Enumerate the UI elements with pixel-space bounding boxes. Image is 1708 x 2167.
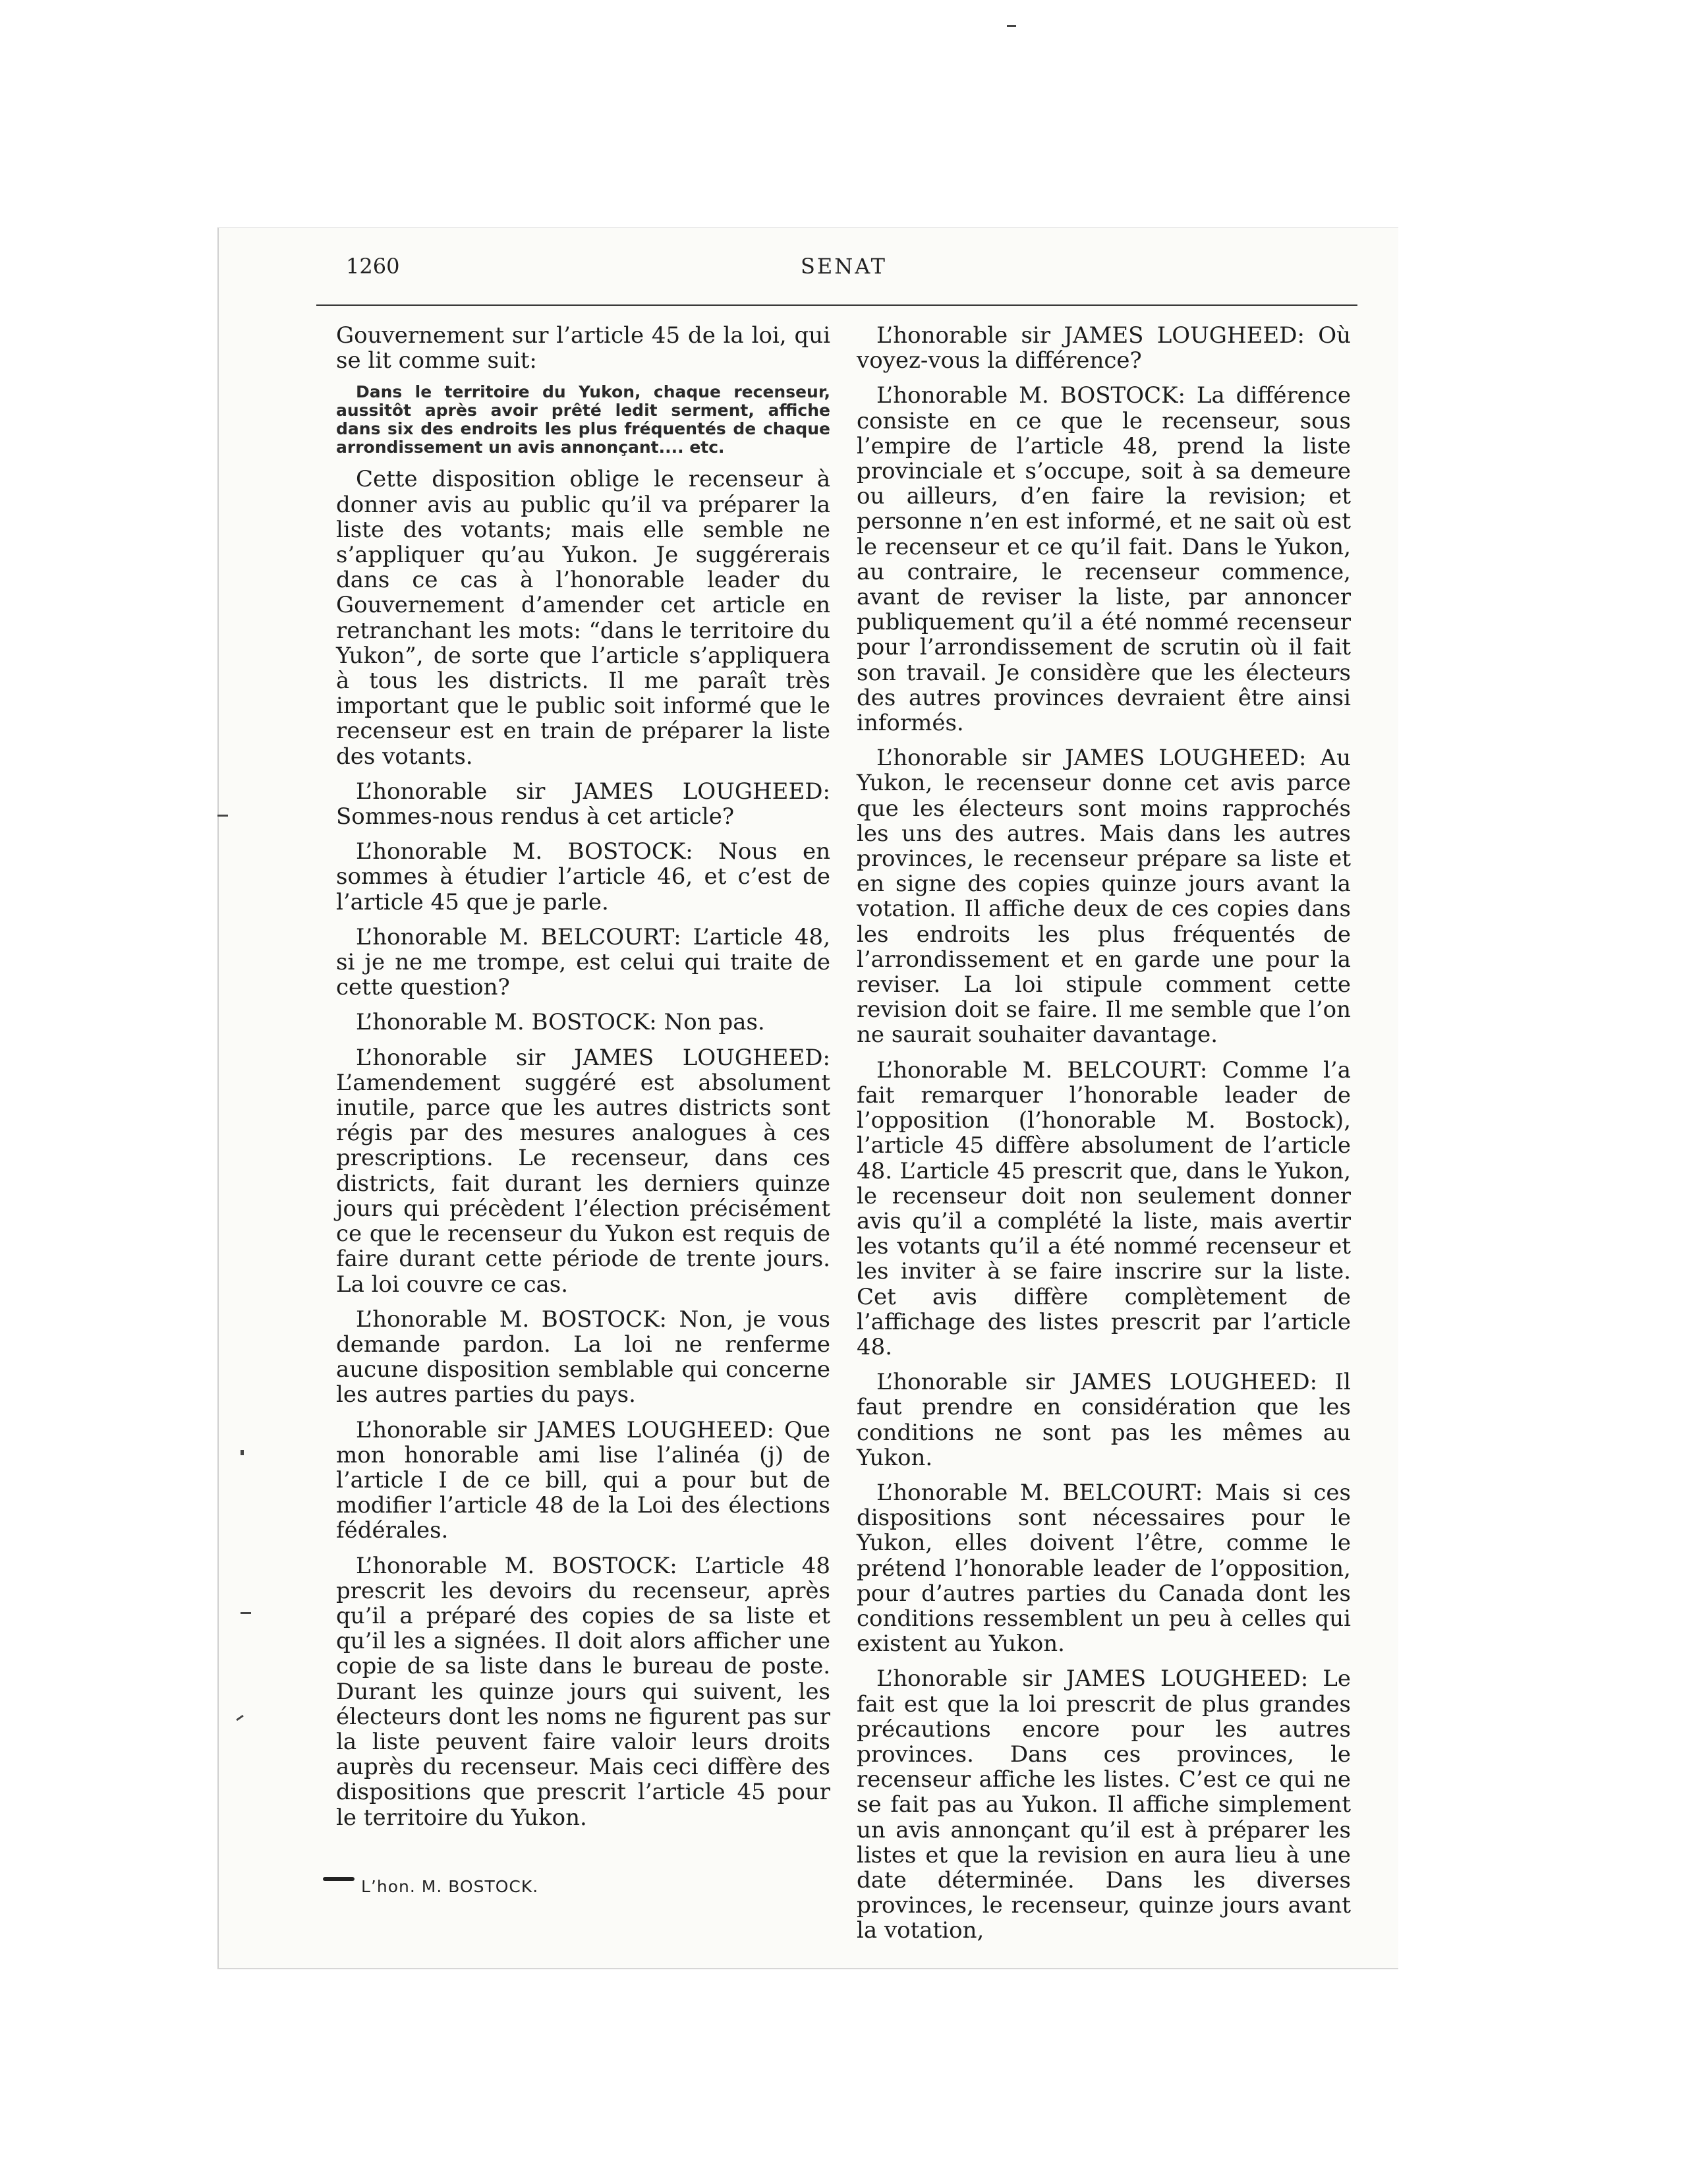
- page-number: 1260: [346, 254, 400, 279]
- quoted-statute: Dans le territoire du Yukon, chaque recenseur, aussitôt après avoir prêté ledit serment, affiche dans six des endroits les plus fréquentés de chaque arrondissement un avis annonçant.... etc.: [336, 382, 830, 457]
- paragraph: L’honorable sir JAMES LOUGHEED: L’amendement suggéré est absolument inutile, parce que les autres districts sont régis par des mesures analogues à ces prescriptions. Le recenseur, dans ces districts, fait durant les derniers quinze jours qui précèdent l’élection précisément ce que le recenseur du Yukon est requis de faire durant cette période de trente jours. La loi couvre ce cas.: [336, 1044, 830, 1298]
- paragraph: L’honorable sir JAMES LOUGHEED: Le fait est que la loi prescrit de plus grandes précautions encore pour les autres provinces. Dans ces provinces, le recenseur affiche les listes. C’est ce qui ne se fait pas au Yukon. Il affiche simplement un avis annonçant qu’il est à préparer les listes et que la revision en aura lieu à une date déterminée. Dans les diverses provinces, le recenseur, quinze jours avant la votation,: [857, 1665, 1351, 1944]
- paragraph: L’honorable M. BOSTOCK: Nous en sommes à étudier l’article 46, et c’est de l’article 45 que je parle.: [336, 838, 830, 915]
- paragraph: L’honorable M. BOSTOCK: L’article 48 prescrit les devoirs du recenseur, après qu’il a préparé des copies de sa liste et qu’il les a signées. Il doit alors afficher une copie de sa liste dans le bureau de poste. Durant les quinze jours qui suivent, les électeurs dont les noms ne figurent pas sur la liste peuvent faire valoir leurs droits auprès du recenseur. Mais ceci diffère des dispositions que prescrit l’article 45 pour le territoire du Yukon.: [336, 1552, 830, 1831]
- paragraph: L’honorable sir JAMES LOUGHEED: Que mon honorable ami lise l’alinéa (j) de l’article I de ce bill, qui a pour but de modifier l’article 48 de la Loi des élections fédérales.: [336, 1416, 830, 1544]
- paragraph: L’honorable sir JAMES LOUGHEED: Sommes-nous rendus à cet article?: [336, 778, 830, 830]
- scan-speck: [1007, 25, 1016, 27]
- paragraph: L’honorable sir JAMES LOUGHEED: Il faut prendre en considération que les conditions ne sont pas les mêmes au Yukon.: [857, 1369, 1351, 1471]
- paragraph: Cette disposition oblige le recenseur à donner avis au public qu’il va préparer la liste des votants; mais elle semble ne s’appliquer qu’au Yukon. Je suggérerais dans ce cas à l’honorable leader du Gouvernement d’amender cet article en retranchant les mots: “dans le territoire du Yukon”, de sorte que l’article s’appliquera à tous les districts. Il me paraît très important que le public soit informé que le recenseur est en train de préparer la liste des votants.: [336, 466, 830, 770]
- footer-dash: [323, 1877, 355, 1881]
- paragraph: L’honorable M. BOSTOCK: Non pas.: [356, 1009, 765, 1036]
- paragraph: L’honorable sir JAMES LOUGHEED: Où voyez-vous la différence?: [857, 322, 1351, 374]
- paragraph: Gouvernement sur l’article 45 de la loi, qui se lit comme suit:: [336, 322, 830, 374]
- paragraph: L’honorable M. BOSTOCK: Non, je vous demande pardon. La loi ne renferme aucune disposition semblable qui concerne les autres parties du pays.: [336, 1306, 830, 1408]
- paragraph: L’honorable M. BELCOURT: Mais si ces dispositions sont nécessaires pour le Yukon, elles doivent l’être, comme le prétend l’honorable leader de l’opposition, pour d’autres parties du Canada dont les conditions ressemblent un peu à celles qui existent au Yukon.: [857, 1479, 1351, 1658]
- paragraph: L’honorable M. BELCOURT: Comme l’a fait remarquer l’honorable leader de l’opposition (l’honorable M. Bostock), l’article 45 diffère absolument de l’article 48. L’article 45 prescrit que, dans le Yukon, le recenseur doit non seulement donner avis qu’il a complété la liste, mais avertir les votants qu’il a été nommé recenseur et les inviter à se faire inscrire sur la liste. Cet avis diffère complètement de l’affichage des listes prescrit par l’article 48.: [857, 1056, 1351, 1360]
- scan-speck: [241, 1612, 251, 1614]
- running-title: SENAT: [801, 254, 887, 279]
- scan-speck: [217, 815, 228, 817]
- left-column: [336, 323, 830, 1840]
- header-rule: [316, 304, 1357, 306]
- page-header: [346, 254, 1361, 287]
- paragraph: L’honorable sir JAMES LOUGHEED: Au Yukon, le recenseur donne cet avis parce que les électeurs sont moins rapprochés les uns des autres. Mais dans les autres provinces, le recenseur prépare sa liste et en signe des copies quinze jours avant la votation. Il affiche deux de ces copies dans les endroits les plus fréquentés de l’arrondissement et en garde une pour la reviser. La loi stipule comment cette revision doit se faire. Il me semble que l’on ne saurait souhaiter davantage.: [857, 745, 1351, 1049]
- paragraph: L’honorable M. BOSTOCK: La différence consiste en ce que le recenseur, sous l’empire de l’article 48, prend la liste provinciale et s’occupe, soit à sa demeure ou ailleurs, d’en faire la revision; et personne n’en est informé, et ne sait où est le recenseur et ce qu’il fait. Dans le Yukon, au contraire, le recenseur commence, avant de reviser la liste, par annoncer publiquement qu’il a été nommé recenseur pour l’arrondissement de scrutin où il fait son travail. Je considère que les électeurs des autres provinces devraient être ainsi informés.: [857, 382, 1351, 737]
- footer-note: L’hon. M. BOSTOCK.: [361, 1877, 539, 1896]
- scan-speck: [241, 1450, 244, 1455]
- right-column: [857, 323, 1351, 1953]
- paragraph: L’honorable M. BELCOURT: L’article 48, si je ne me trompe, est celui qui traite de cette question?: [336, 923, 830, 1001]
